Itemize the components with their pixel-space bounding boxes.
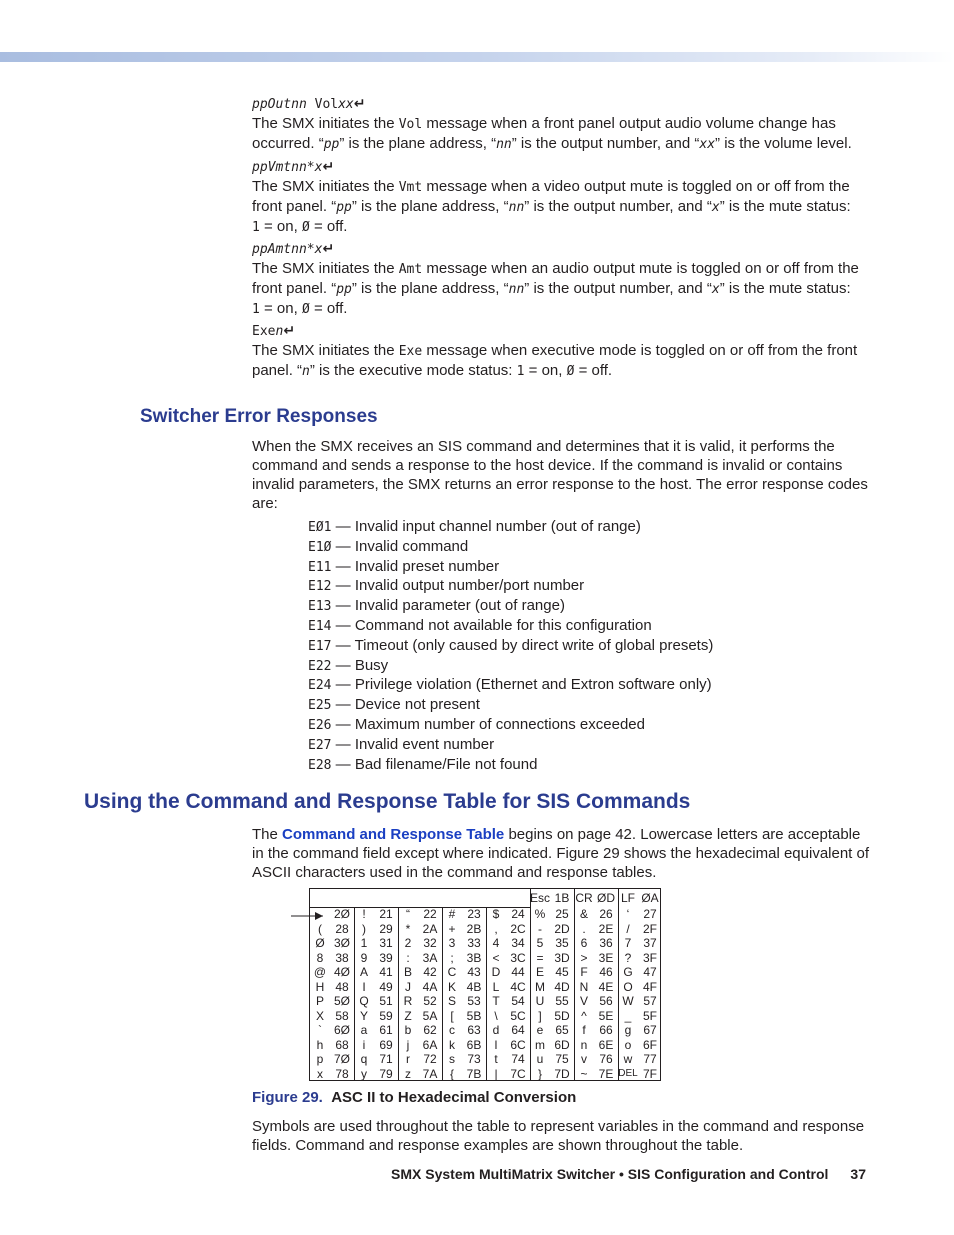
- table-cell: 29: [379, 921, 393, 936]
- section-heading-using-table: Using the Command and Response Table for SIS Commands: [84, 790, 691, 813]
- table-cell: .: [582, 921, 586, 936]
- table-cell: 52: [423, 994, 437, 1008]
- table-cell: Z: [404, 1008, 412, 1023]
- table-cell: q: [360, 1052, 368, 1066]
- table-cell: R: [403, 994, 413, 1008]
- table-cell: 58: [335, 1008, 349, 1023]
- table-cell: v: [581, 1052, 587, 1066]
- table-cell: t: [494, 1052, 498, 1066]
- table-cell: ?: [624, 950, 632, 965]
- table-cell: 24: [511, 907, 525, 921]
- table-cell: [: [450, 1008, 454, 1023]
- table-cell: E: [535, 965, 544, 979]
- table-cell: 33: [467, 936, 481, 950]
- table-cell: 66: [599, 1023, 613, 1037]
- table-cell: 5A: [422, 1008, 438, 1023]
- list-item: E27 — Invalid event number: [308, 735, 495, 753]
- table-cell: U: [535, 994, 545, 1008]
- table-cell: c: [449, 1023, 455, 1037]
- table-cell: 23: [467, 907, 481, 921]
- table-cell: 38: [335, 950, 349, 965]
- table-cell: e: [536, 1023, 544, 1037]
- table-cell: 61: [379, 1023, 393, 1037]
- table-cell: 5C: [510, 1008, 526, 1023]
- table-column: [638, 907, 662, 1081]
- table-cell: 76: [599, 1052, 613, 1066]
- table-cell: O: [623, 979, 633, 994]
- table-cell: l: [494, 1037, 498, 1052]
- table-cell: 4B: [466, 979, 482, 994]
- table-cell: 27: [643, 907, 657, 921]
- table-cell: 6B: [466, 1037, 482, 1052]
- table-cell: p: [316, 1052, 324, 1066]
- table-cell: C: [447, 965, 457, 979]
- table-cell: A: [359, 965, 368, 979]
- exe-description: The SMX initiates the Exe message when executive mode is toggled on or off from the front panel. “n” is the executive mode status: 1 = on, Ø = off.: [252, 342, 858, 379]
- table-cell: 34: [511, 936, 525, 950]
- table-cell: 71: [379, 1052, 393, 1066]
- table-cell: 2Ø: [333, 907, 350, 921]
- return-icon: ↵: [322, 159, 335, 175]
- vmt-command: ppVmtnn*x↵: [252, 159, 335, 175]
- table-cell: 59: [379, 1008, 393, 1023]
- table-cell: 22: [423, 907, 437, 921]
- table-cell: 8: [316, 950, 324, 965]
- table-column: [594, 907, 618, 1081]
- table-cell: s: [449, 1052, 455, 1066]
- table-cell: 3C: [510, 950, 526, 965]
- table-cell: 4F: [642, 979, 657, 994]
- table-cell: 6E: [598, 1037, 614, 1052]
- table-header-cell: 1B: [554, 891, 570, 905]
- table-header-cell: ØD: [597, 891, 615, 905]
- table-cell: #: [448, 907, 456, 921]
- table-cell: 31: [379, 936, 393, 950]
- table-cell: B: [403, 965, 412, 979]
- table-cell: L: [492, 979, 500, 994]
- page-number: 37: [850, 1166, 866, 1182]
- table-cell: +: [448, 921, 456, 936]
- table-cell: }: [537, 1066, 542, 1081]
- vol-description: The SMX initiates the Vol message when a front panel output audio volume change has occurred. “pp” is the plane address, “nn” is the output number, and “xx” is the volume level.: [252, 115, 852, 152]
- table-cell: <: [492, 950, 500, 965]
- table-cell: 6: [580, 936, 588, 950]
- table-cell: K: [447, 979, 456, 994]
- table-cell: ‘: [626, 907, 630, 921]
- table-cell: 45: [555, 965, 569, 979]
- table-cell: DEL: [618, 1067, 638, 1079]
- table-cell: 46: [599, 965, 613, 979]
- table-column: [530, 907, 550, 1081]
- table-cell: 7B: [466, 1066, 482, 1081]
- symbols-paragraph: Symbols are used throughout the table to represent variables in the command and response fields. Command and response examples are shown throughout the table.: [252, 1118, 865, 1154]
- list-item: E13 — Invalid parameter (out of range): [308, 597, 565, 615]
- header-band: [0, 52, 954, 62]
- table-cell: r: [406, 1052, 410, 1066]
- table-cell: 7F: [642, 1066, 657, 1081]
- table-cell: \: [494, 1008, 498, 1023]
- table-cell: 4D: [554, 979, 570, 994]
- table-cell: Ø: [315, 936, 325, 950]
- section-heading-switcher-errors: Switcher Error Responses: [140, 406, 378, 427]
- table-cell: 78: [335, 1066, 349, 1081]
- table-cell: 7: [624, 936, 632, 950]
- table-cell: ): [362, 921, 366, 936]
- table-cell: 77: [643, 1052, 657, 1066]
- table-cell: 7C: [510, 1066, 526, 1081]
- table-cell: F: [580, 965, 588, 979]
- table-cell: >: [580, 950, 588, 965]
- table-column: [354, 907, 374, 1081]
- table-cell: 65: [555, 1023, 569, 1037]
- table-cell: a: [360, 1023, 368, 1037]
- table-cell: 63: [467, 1023, 481, 1037]
- table-cell: 5: [536, 936, 544, 950]
- table-cell: 37: [643, 936, 657, 950]
- table-cell: I: [362, 979, 366, 994]
- table-cell: h: [316, 1037, 324, 1052]
- table-cell: 21: [379, 907, 393, 921]
- table-cell: 62: [423, 1023, 437, 1037]
- return-icon: ↵: [283, 323, 296, 339]
- table-cell: Q: [359, 994, 369, 1008]
- table-cell: 5E: [598, 1008, 614, 1023]
- table-cell: 36: [599, 936, 613, 950]
- return-icon: ↵: [322, 241, 335, 257]
- table-cell: W: [622, 994, 634, 1008]
- table-cell: 54: [511, 994, 525, 1008]
- table-cell: 41: [379, 965, 393, 979]
- table-cell: 2A: [422, 921, 438, 936]
- vmt-description: The SMX initiates the Vmt message when a video output mute is toggled on or off from the front panel. “pp” is the plane address, “nn” is the output number, and “x” is the mute status: 1 = on, Ø = off.: [252, 178, 851, 235]
- table-cell: d: [492, 1023, 500, 1037]
- table-cell: 6Ø: [333, 1023, 350, 1037]
- list-item: E1Ø — Invalid command: [308, 537, 469, 555]
- list-item: E26 — Maximum number of connections exceeded: [308, 715, 645, 733]
- table-header-cell: ØA: [641, 891, 659, 905]
- table-cell: 7A: [422, 1066, 438, 1081]
- table-cell: :: [406, 950, 410, 965]
- table-cell: [310, 907, 330, 922]
- table-column: [330, 907, 354, 1081]
- table-cell: S: [447, 994, 456, 1008]
- table-cell: 4A: [422, 979, 438, 994]
- table-column: [398, 907, 418, 1081]
- table-cell: u: [536, 1052, 544, 1066]
- table-cell: y: [361, 1066, 367, 1081]
- list-item: E12 — Invalid output number/port number: [308, 577, 585, 595]
- table-cell: 42: [423, 965, 437, 979]
- table-cell: 51: [379, 994, 393, 1008]
- list-item: E11 — Invalid preset number: [308, 557, 500, 575]
- table-cell: 2E: [598, 921, 614, 936]
- table-cell: _: [624, 1008, 632, 1023]
- table-cell: `: [318, 1023, 322, 1037]
- list-item: E17 — Timeout (only caused by direct write of global presets): [308, 636, 714, 654]
- table-column: [374, 907, 398, 1081]
- table-cell: 55: [555, 994, 569, 1008]
- table-cell: w: [623, 1052, 633, 1066]
- return-icon: ↵: [353, 96, 366, 112]
- table-cell: f: [582, 1023, 586, 1037]
- table-cell: (: [318, 921, 322, 936]
- table-cell: 28: [335, 921, 349, 936]
- table-cell: 3B: [466, 950, 482, 965]
- table-cell: z: [405, 1066, 411, 1081]
- table-cell: 5Ø: [333, 994, 350, 1008]
- table-cell: 4Ø: [333, 965, 350, 979]
- table-cell: @: [313, 965, 327, 979]
- amt-command: ppAmtnn*x↵: [252, 241, 335, 257]
- table-column: [486, 907, 506, 1081]
- table-cell: $: [492, 907, 500, 921]
- using-table-paragraph: The Command and Response Table begins on page 42. Lowercase letters are acceptable in the command field except where indicated. Figure 29 shows the hexadecimal equivalent of ASCII characters used in the command and response tables.: [252, 826, 870, 881]
- table-cell: 9: [360, 950, 368, 965]
- table-cell: 7Ø: [333, 1052, 350, 1066]
- table-cell: x: [317, 1066, 323, 1081]
- table-column: [442, 907, 462, 1081]
- table-cell: P: [315, 994, 324, 1008]
- table-cell: H: [315, 979, 325, 994]
- table-cell: 39: [379, 950, 393, 965]
- table-cell: 26: [599, 907, 613, 921]
- page-footer: SMX System MultiMatrix Switcher • SIS Configuration and Control 37: [391, 1166, 866, 1182]
- table-header-cell: Esc: [530, 891, 551, 905]
- exe-command: Exen↵: [252, 323, 296, 339]
- table-cell: ^: [581, 1008, 587, 1023]
- table-cell: 79: [379, 1066, 393, 1081]
- table-cell: ]: [538, 1008, 542, 1023]
- table-column: [618, 907, 638, 1081]
- table-cell: 47: [643, 965, 657, 979]
- switcher-errors-intro: When the SMX receives an SIS command and determines that it is valid, it performs the command and sends a response to the host device. If the command is invalid or contains invalid parameters, the SMX returns an error response to the host. The error response codes are:: [252, 438, 868, 512]
- table-cell: *: [405, 921, 411, 936]
- table-column: [310, 907, 330, 1081]
- table-cell: 43: [467, 965, 481, 979]
- list-item: EØ1 — Invalid input channel number (out of range): [308, 518, 641, 535]
- table-cell: ~: [580, 1066, 588, 1081]
- table-cell: 69: [379, 1037, 393, 1052]
- table-cell: 3A: [422, 950, 438, 965]
- table-cell: 32: [423, 936, 437, 950]
- table-cell: k: [449, 1037, 455, 1052]
- table-cell: 48: [335, 979, 349, 994]
- table-cell: 6D: [554, 1037, 570, 1052]
- table-cell: 3D: [554, 950, 570, 965]
- table-cell: /: [626, 921, 630, 936]
- table-cell: 7E: [598, 1066, 614, 1081]
- table-cell: G: [623, 965, 633, 979]
- table-cell: 75: [555, 1052, 569, 1066]
- table-cell: o: [624, 1037, 632, 1052]
- ascii-hex-table: [309, 888, 661, 1081]
- table-cell: 74: [511, 1052, 525, 1066]
- table-cell: 6A: [422, 1037, 438, 1052]
- list-item: E22 — Busy: [308, 656, 389, 674]
- table-cell: V: [579, 994, 588, 1008]
- table-cell: 2: [404, 936, 412, 950]
- command-response-table-link[interactable]: Command and Response Table: [282, 826, 505, 843]
- table-cell: 7D: [554, 1066, 570, 1081]
- table-column: [418, 907, 442, 1081]
- table-cell: &: [579, 907, 588, 921]
- table-cell: 3: [448, 936, 456, 950]
- table-column: [550, 907, 574, 1081]
- table-cell: 5B: [466, 1008, 482, 1023]
- table-cell: %: [534, 907, 546, 921]
- table-column: [462, 907, 486, 1081]
- table-cell: X: [315, 1008, 324, 1023]
- table-cell: 53: [467, 994, 481, 1008]
- table-cell: J: [405, 979, 411, 994]
- table-cell: 5D: [554, 1008, 570, 1023]
- table-cell: M: [535, 979, 545, 994]
- table-cell: 2B: [466, 921, 482, 936]
- table-cell: 56: [599, 994, 613, 1008]
- table-cell: 3Ø: [333, 936, 350, 950]
- table-cell: 2C: [510, 921, 526, 936]
- list-item: E14 — Command not available for this configuration: [308, 616, 652, 634]
- table-cell: j: [406, 1037, 410, 1052]
- table-cell: 35: [555, 936, 569, 950]
- table-cell: 67: [643, 1023, 657, 1037]
- error-code-list: [308, 518, 713, 775]
- table-header-cell: CR: [575, 891, 593, 905]
- table-cell: 72: [423, 1052, 437, 1066]
- list-item: E24 — Privilege violation (Ethernet and Extron software only): [308, 676, 712, 694]
- table-cell: T: [492, 994, 500, 1008]
- list-item: E25 — Device not present: [308, 696, 480, 714]
- table-header-cell: LF: [620, 891, 635, 905]
- table-cell: ,: [494, 921, 498, 936]
- table-cell: 3F: [642, 950, 657, 965]
- table-cell: ;: [450, 950, 454, 965]
- table-cell: 68: [335, 1037, 349, 1052]
- table-cell: i: [362, 1037, 366, 1052]
- table-cell: 4C: [510, 979, 526, 994]
- amt-description: The SMX initiates the Amt message when an audio output mute is toggled on or off from the front panel. “pp” is the plane address, “nn” is the output number, and “x” is the mute status: 1 = on, Ø = off.: [252, 260, 859, 317]
- table-cell: 5F: [642, 1008, 657, 1023]
- table-cell: {: [449, 1066, 454, 1081]
- table-cell: 4E: [598, 979, 614, 994]
- table-cell: -: [538, 921, 542, 936]
- table-cell: |: [494, 1066, 498, 1081]
- table-cell: 6C: [510, 1037, 526, 1052]
- table-cell: 25: [555, 907, 569, 921]
- table-cell: Y: [359, 1008, 368, 1023]
- table-cell: 57: [643, 994, 657, 1008]
- table-column: [574, 907, 594, 1081]
- vol-command: ppOutnn Volxx↵: [252, 96, 366, 112]
- table-cell: 1: [360, 936, 368, 950]
- table-cell: 4: [492, 936, 500, 950]
- table-cell: 49: [379, 979, 393, 994]
- table-cell: 2D: [554, 921, 570, 936]
- table-cell: 64: [511, 1023, 525, 1037]
- table-cell: 2F: [642, 921, 657, 936]
- table-cell: =: [536, 950, 544, 965]
- list-item: E28 — Bad filename/File not found: [308, 755, 538, 773]
- table-cell: !: [362, 907, 366, 921]
- table-cell: 6F: [642, 1037, 657, 1052]
- table-cell: m: [535, 1037, 545, 1052]
- figure-caption: Figure 29. ASC II to Hexadecimal Conversion: [252, 1089, 577, 1106]
- table-cell: N: [579, 979, 589, 994]
- table-cell: g: [624, 1023, 632, 1037]
- table-cell: 3E: [598, 950, 614, 965]
- table-cell: “: [406, 907, 410, 921]
- table-column: [506, 907, 530, 1081]
- table-cell: b: [404, 1023, 412, 1037]
- table-cell: 44: [511, 965, 525, 979]
- table-cell: D: [491, 965, 501, 979]
- table-cell: n: [580, 1037, 588, 1052]
- table-cell: 73: [467, 1052, 481, 1066]
